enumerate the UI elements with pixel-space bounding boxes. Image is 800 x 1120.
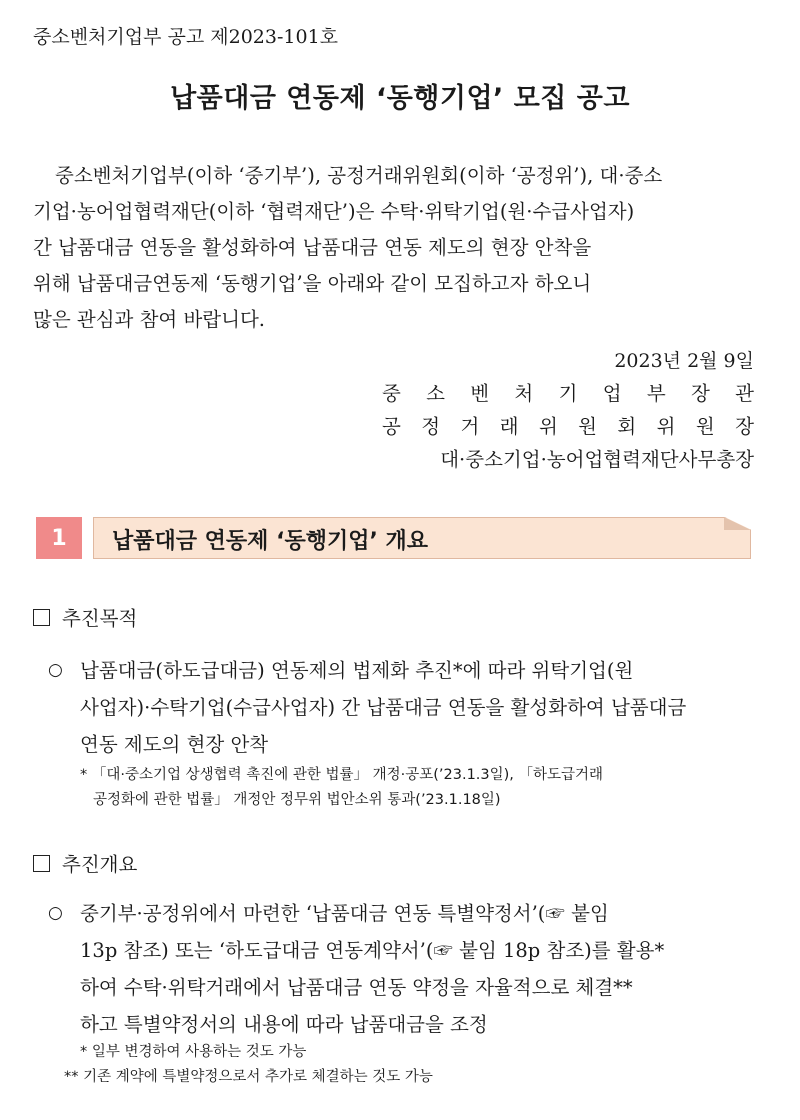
signatory-char: 원 xyxy=(695,415,715,438)
signatory-char: 위 xyxy=(538,415,558,438)
signatory-char: 소 xyxy=(426,382,445,405)
signatory-char: 거 xyxy=(460,415,480,438)
checkbox-square-icon xyxy=(33,855,50,872)
notice-number: 중소벤처기업부 공고 제2023-101호 xyxy=(33,26,339,48)
bullet-circle-icon: ○ xyxy=(48,903,63,923)
signatory-char: 정 xyxy=(421,415,441,438)
bullet-circle-icon: ○ xyxy=(48,660,63,680)
checkbox-square-icon xyxy=(33,609,50,626)
purpose-note-line-1: * 「대·중소기업 상생협력 촉진에 관한 법률」 개정·공포(’23.1.3일), 「하도급거래 xyxy=(80,767,604,783)
signatory-char: 기 xyxy=(558,382,578,405)
purpose-bullet-line-2: 사업자)·수탁기업(수급사업자) 간 납품대금 연동을 활성화하여 납품대금 xyxy=(80,696,687,719)
signatory-char: 관 xyxy=(735,382,754,405)
purpose-heading-text: 추진목적 xyxy=(62,607,138,630)
signatory-char: 중 xyxy=(382,382,401,405)
overview-footnote-1: * 일부 변경하여 사용하는 것도 가능 xyxy=(80,1044,307,1060)
signatory-char: 벤 xyxy=(470,382,490,405)
signatory-char: 처 xyxy=(514,382,534,405)
signatory-char: 공 xyxy=(382,415,401,438)
signatory-char: 장 xyxy=(735,415,754,438)
overview-footnote-2: ** 기존 계약에 특별약정으로서 추가로 체결하는 것도 가능 xyxy=(64,1069,433,1085)
purpose-bullet xyxy=(80,652,752,763)
purpose-note-line-2: 공정화에 관한 법률」 개정안 정무위 법안소위 통과(’23.1.18일) xyxy=(93,792,501,808)
signatory-char: 업 xyxy=(602,382,622,405)
signatory-char: 회 xyxy=(617,415,637,438)
signatory-foundation-secretary: 대·중소기업·농어업협력재단사무총장 xyxy=(440,448,754,471)
signatory-char: 장 xyxy=(690,382,710,405)
purpose-bullet-line-1: 납품대금(하도급대금) 연동제의 법제화 추진*에 따라 위탁기업(원 xyxy=(80,659,634,682)
signatory-char: 부 xyxy=(646,382,666,405)
overview-heading-text: 추진개요 xyxy=(62,853,138,876)
page-title: 납품대금 연동제 ‘동행기업’ 모집 공고 xyxy=(170,83,630,114)
section-title: 납품대금 연동제 ‘동행기업’ 개요 xyxy=(112,529,428,554)
signatory-sme-minister xyxy=(382,378,754,406)
intro-line-1: 중소벤처기업부(이하 ‘중기부’), 공정거래위원회(이하 ‘공정위’), 대·중소 xyxy=(55,164,663,187)
intro-line-4: 위해 납품대금연동제 ‘동행기업’을 아래와 같이 모집하고자 하오니 xyxy=(33,272,592,295)
purpose-footnote xyxy=(80,763,752,813)
overview-bullet-line-1: 중기부·공정위에서 마련한 ‘납품대금 연동 특별약정서’(☞ 붙임 xyxy=(80,902,609,925)
overview-bullet xyxy=(80,895,752,1043)
signatory-ftc-chair xyxy=(382,411,754,439)
overview-heading xyxy=(33,849,137,877)
signatory-char: 위 xyxy=(656,415,676,438)
overview-bullet-line-3: 하여 수탁·위탁거래에서 납품대금 연동 약정을 자율적으로 체결** xyxy=(80,976,633,999)
issue-date: 2023년 2월 9일 xyxy=(614,350,754,372)
signatory-char: 래 xyxy=(499,415,519,438)
section-number-badge: 1 xyxy=(36,517,82,559)
overview-bullet-line-2: 13p 참조) 또는 ‘하도급대금 연동계약서’(☞ 붙임 18p 참조)를 활용* xyxy=(80,939,665,962)
overview-bullet-line-4: 하고 특별약정서의 내용에 따라 납품대금을 조정 xyxy=(80,1013,488,1036)
purpose-heading xyxy=(33,603,137,631)
purpose-bullet-line-3: 연동 제도의 현장 안착 xyxy=(80,733,269,756)
intro-paragraph xyxy=(33,158,753,338)
intro-line-5: 많은 관심과 참여 바랍니다. xyxy=(33,308,266,331)
signatory-char: 원 xyxy=(578,415,598,438)
intro-line-3: 간 납품대금 연동을 활성화하여 납품대금 연동 제도의 현장 안착을 xyxy=(33,236,592,259)
intro-line-2: 기업·농어업협력재단(이하 ‘협력재단’)은 수탁·위탁기업(원·수급사업자) xyxy=(33,200,635,223)
